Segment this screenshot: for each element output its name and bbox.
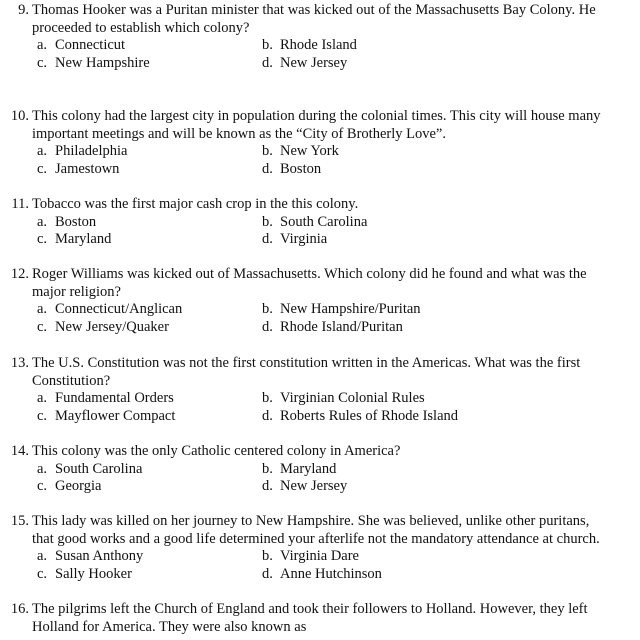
question-text-line: Holland for America. They were also known as xyxy=(32,618,307,635)
answer-option-c: c. New Jersey/Quaker xyxy=(37,319,169,335)
question-text-line: Constitution? xyxy=(32,372,111,389)
question-text-line: This colony was the only Catholic centered colony in America? xyxy=(32,443,401,459)
question-number: 11. xyxy=(11,196,29,212)
question-text-line: The U.S. Constitution was not the first constitution written in the Americas. What was the first xyxy=(32,355,581,371)
answer-option-d: d. Rhode Island/Puritan xyxy=(262,319,403,335)
question-number: 15. xyxy=(10,513,29,529)
answer-option-a: a. Connecticut/Anglican xyxy=(37,301,183,317)
question-text-line: The pilgrims left the Church of England and took their followers to Holland. However, they left xyxy=(32,601,588,617)
question-text-line: major religion? xyxy=(32,283,121,300)
question-text-line: This lady was killed on her journey to New Hampshire. She was believed, unlike other puritans, xyxy=(32,513,590,529)
answer-option-c: c. Jamestown xyxy=(37,161,120,177)
question-text-line: Tobacco was the first major cash crop in the this colony. xyxy=(32,196,359,212)
answer-option-d: d. Anne Hutchinson xyxy=(262,566,382,582)
question-text xyxy=(32,266,632,301)
question-number: 10. xyxy=(10,108,29,124)
question-number: 12. xyxy=(10,266,29,282)
answer-option-c: c. Sally Hooker xyxy=(37,566,132,582)
answer-option-b: b. South Carolina xyxy=(262,214,368,230)
answer-option-b: b. Rhode Island xyxy=(262,37,357,53)
answer-option-a: a. Fundamental Orders xyxy=(37,390,174,406)
question-number: 14. xyxy=(10,443,29,459)
answer-option-b: b. New York xyxy=(262,143,339,159)
question-number: 9. xyxy=(18,2,29,18)
question-text xyxy=(32,513,632,548)
question-text-line: This colony had the largest city in population during the colonial times. This city will house many xyxy=(32,108,601,124)
question-text xyxy=(32,601,632,636)
answer-option-a: a. Susan Anthony xyxy=(37,548,144,564)
answer-option-b: b. Maryland xyxy=(262,461,337,477)
answer-option-b: b. Virginian Colonial Rules xyxy=(262,390,425,406)
question-text-line: that good works and a good life determined your afterlife not the mandatory attendance at church. xyxy=(32,530,600,547)
question-number: 16. xyxy=(10,601,29,617)
question-number: 13. xyxy=(10,355,29,371)
answer-option-d: d. Roberts Rules of Rhode Island xyxy=(262,408,459,424)
question-text xyxy=(32,2,632,37)
question-text-line: proceeded to establish which colony? xyxy=(32,19,250,36)
answer-option-d: d. Boston xyxy=(262,161,322,177)
answer-option-c: c. Georgia xyxy=(37,478,102,494)
answer-option-d: d. New Jersey xyxy=(262,55,348,71)
answer-option-a: a. South Carolina xyxy=(37,461,143,477)
question-text-line: Thomas Hooker was a Puritan minister that was kicked out of the Massachusetts Bay Colony. He xyxy=(32,2,596,18)
question-text xyxy=(32,443,632,461)
question-text xyxy=(32,196,632,214)
question-text xyxy=(32,355,632,390)
question-text xyxy=(32,108,632,143)
answer-option-c: c. Mayflower Compact xyxy=(37,408,176,424)
answer-option-a: a. Boston xyxy=(37,214,97,230)
answer-option-c: c. Maryland xyxy=(37,231,112,247)
answer-option-b: b. New Hampshire/Puritan xyxy=(262,301,421,317)
answer-option-c: c. New Hampshire xyxy=(37,55,150,71)
answer-option-a: a. Philadelphia xyxy=(37,143,128,159)
question-text-line: important meetings and will be known as the “City of Brotherly Love”. xyxy=(32,125,446,142)
answer-option-d: d. Virginia xyxy=(262,231,328,247)
answer-option-a: a. Connecticut xyxy=(37,37,126,53)
answer-option-b: b. Virginia Dare xyxy=(262,548,359,564)
answer-option-d: d. New Jersey xyxy=(262,478,348,494)
question-text-line: Roger Williams was kicked out of Massachusetts. Which colony did he found and what was the xyxy=(32,266,587,282)
